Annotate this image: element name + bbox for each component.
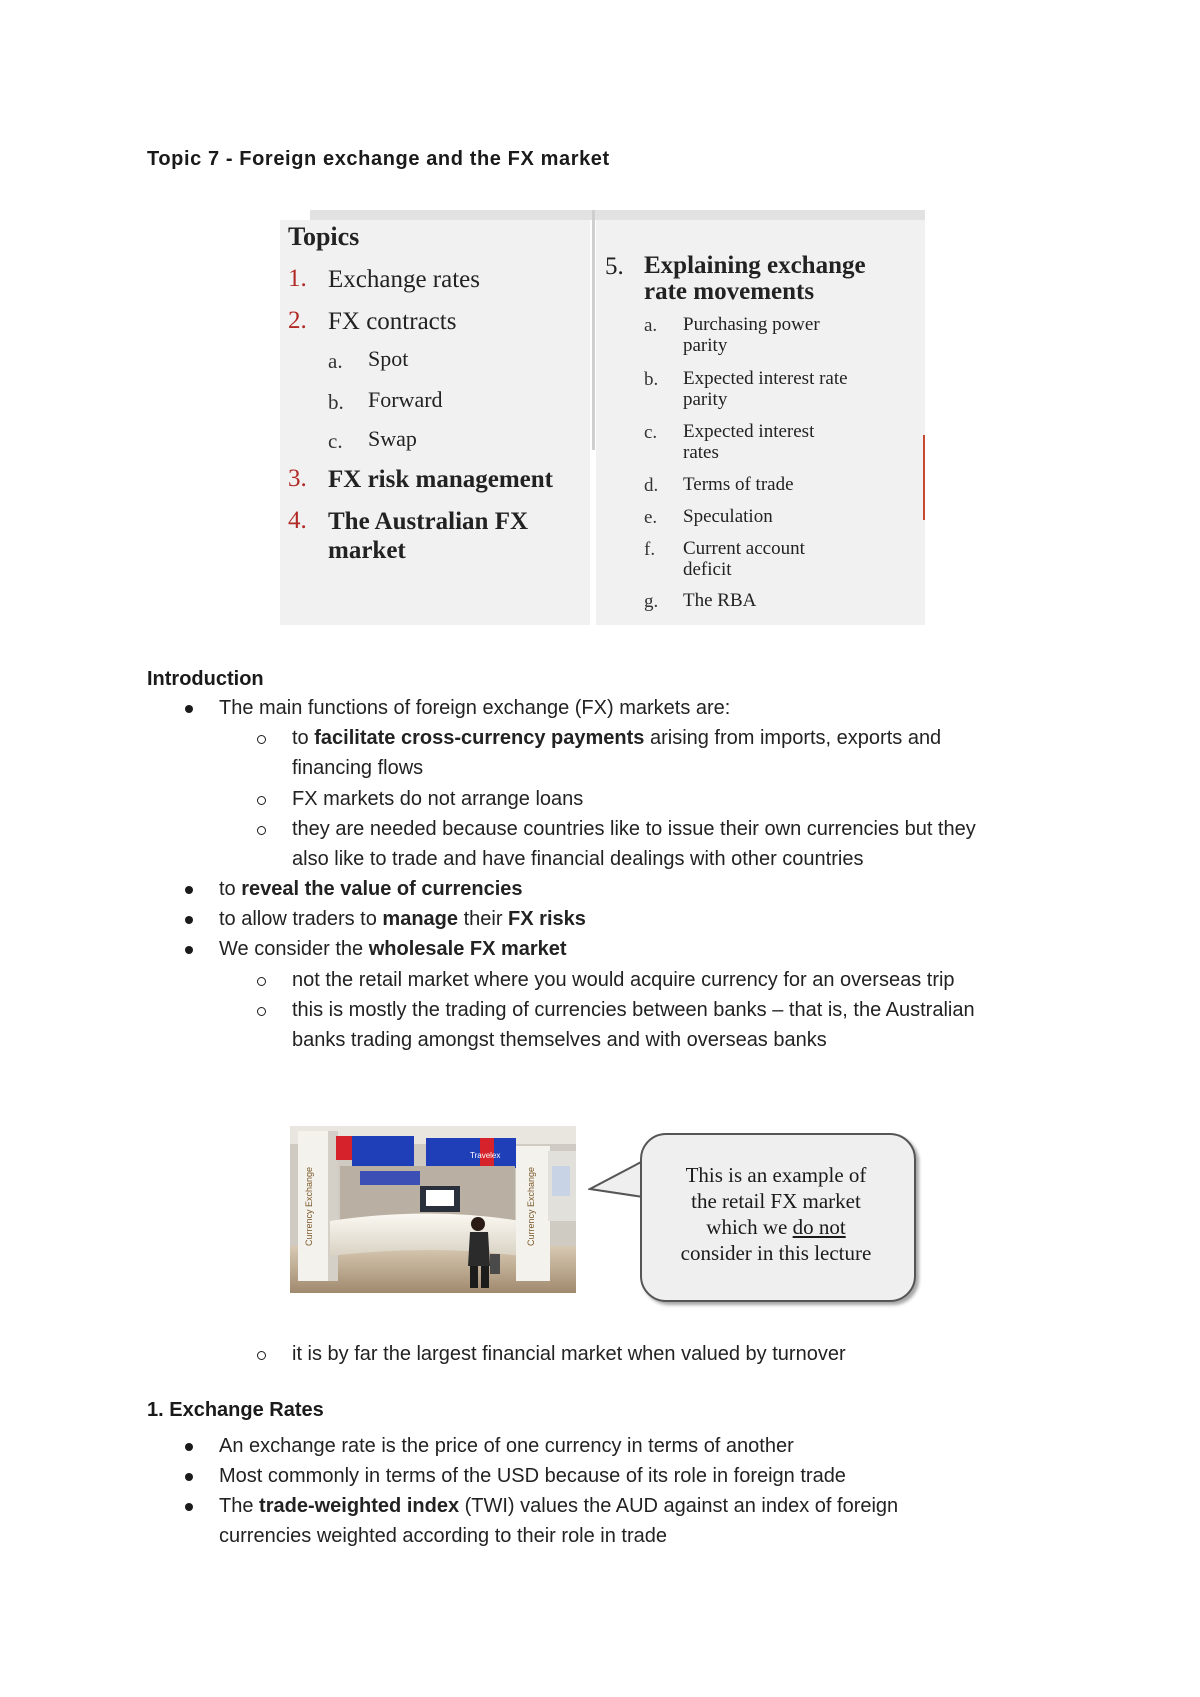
subtopic-item: The RBA <box>683 590 757 611</box>
photo-illustration <box>290 1126 576 1293</box>
bold-text: reveal the value of currencies <box>241 878 523 900</box>
bold-text: wholesale FX market <box>368 938 567 960</box>
subtopic-letter: c. <box>644 422 658 443</box>
text-span: to <box>219 878 242 900</box>
slide-red-edge <box>923 435 925 520</box>
subtopic-letter: e. <box>644 507 658 528</box>
subtopic-item: Purchasing power <box>683 314 820 335</box>
slide-divider <box>592 210 595 450</box>
text-span: We consider the <box>219 938 369 960</box>
photo-sign-text: Currency Exchange <box>526 1166 536 1246</box>
subtopic-letter: f. <box>644 539 656 560</box>
topic-item: FX risk management <box>328 466 553 493</box>
subtopic-letter: a. <box>328 349 343 373</box>
topic-number: 4. <box>288 507 307 534</box>
bullet-icon <box>185 1443 193 1451</box>
list-item: they are needed because countries like to issue their own currencies but they <box>292 818 976 840</box>
slide-heading: Topics <box>288 222 360 251</box>
subtopic-item: Spot <box>368 346 409 371</box>
callout-text <box>645 1162 907 1266</box>
sub-bullet-icon <box>257 826 266 835</box>
subtopic-item: Forward <box>368 387 443 412</box>
text-span: which we <box>706 1215 793 1239</box>
slide-top-strip <box>310 210 925 220</box>
list-item: An exchange rate is the price of one currency in terms of another <box>219 1435 794 1457</box>
subtopic-item: Expected interest <box>683 421 815 442</box>
list-item-continued: also like to trade and have financial dealings with other countries <box>292 848 864 870</box>
bullet-icon <box>185 916 193 924</box>
subtopic-item-continued: rates <box>683 442 719 463</box>
bullet-icon <box>185 1503 193 1511</box>
text-span: (TWI) values the AUD against an index of foreign <box>459 1495 899 1517</box>
subtopic-item: Swap <box>368 426 417 451</box>
callout-line <box>645 1214 907 1240</box>
subtopic-item: Expected interest rate <box>683 368 848 389</box>
list-item-continued: currencies weighted according to their role in trade <box>219 1525 668 1547</box>
list-item: FX markets do not arrange loans <box>292 788 584 810</box>
page-title: Topic 7 - Foreign exchange and the FX market <box>147 148 610 170</box>
sub-bullet-icon <box>257 735 266 744</box>
list-item <box>219 1491 898 1521</box>
sub-bullet-icon <box>257 796 266 805</box>
bullet-icon <box>185 886 193 894</box>
list-item <box>219 934 567 964</box>
text-span: arising from imports, exports and <box>644 727 942 749</box>
introduction-heading: Introduction <box>147 668 264 690</box>
bullet-icon <box>185 705 193 713</box>
list-item <box>219 874 523 904</box>
list-item: it is by far the largest financial market when valued by turnover <box>292 1343 846 1365</box>
list-item-continued: banks trading amongst themselves and with overseas banks <box>292 1029 827 1051</box>
exchange-rates-heading: 1. Exchange Rates <box>147 1399 324 1421</box>
subtopic-item-continued: parity <box>683 335 728 356</box>
topics-slide <box>280 210 925 625</box>
list-item <box>219 904 586 934</box>
subtopic-item: Terms of trade <box>683 474 794 495</box>
text-span: their <box>458 908 509 930</box>
photo-sign-text: Currency Exchange <box>304 1166 314 1246</box>
topic-item: Exchange rates <box>328 266 481 293</box>
text-span: to <box>292 727 315 749</box>
sub-bullet-icon <box>257 1007 266 1016</box>
subtopic-letter: c. <box>328 429 343 453</box>
list-item: Most commonly in terms of the USD because of its role in foreign trade <box>219 1465 846 1487</box>
subtopic-item-continued: deficit <box>683 559 732 580</box>
bold-text: trade-weighted index <box>259 1495 460 1517</box>
callout-line: consider in this lecture <box>680 1241 872 1265</box>
subtopic-item-continued: parity <box>683 389 728 410</box>
subtopic-letter: g. <box>644 591 659 612</box>
subtopic-item: Current account <box>683 538 805 559</box>
topic-item: Explaining exchange <box>644 252 866 279</box>
topic-number: 5. <box>605 253 624 280</box>
bold-text: facilitate cross-currency payments <box>314 727 645 749</box>
subtopic-letter: d. <box>644 475 659 496</box>
sub-bullet-icon <box>257 977 266 986</box>
list-item-continued: financing flows <box>292 757 424 779</box>
subtopic-letter: b. <box>644 369 659 390</box>
list-item: not the retail market where you would acquire currency for an overseas trip <box>292 969 955 991</box>
list-item <box>292 723 941 753</box>
text-span: to allow traders to <box>219 908 383 930</box>
topic-item: FX contracts <box>328 308 457 335</box>
subtopic-item: Speculation <box>683 506 773 527</box>
subtopic-letter: b. <box>328 390 344 414</box>
bullet-icon <box>185 1473 193 1481</box>
topic-item-continued: rate movements <box>644 278 815 305</box>
topic-item: The Australian FX <box>328 508 529 535</box>
callout-line: This is an example of <box>685 1163 867 1187</box>
subtopic-letter: a. <box>644 315 658 336</box>
bold-text: manage <box>382 908 459 930</box>
topic-number: 1. <box>288 265 307 292</box>
topic-item-continued: market <box>328 537 406 564</box>
bold-text: FX risks <box>508 908 586 930</box>
topic-number: 2. <box>288 307 307 334</box>
list-item: The main functions of foreign exchange (FX) markets are: <box>219 697 731 719</box>
sub-bullet-icon <box>257 1351 266 1360</box>
callout-line: the retail FX market <box>691 1189 861 1213</box>
underlined-text: do not <box>792 1215 846 1239</box>
topic-number: 3. <box>288 465 307 492</box>
list-item: this is mostly the trading of currencies between banks – that is, the Australian <box>292 999 975 1021</box>
photo-brand-text: Travelex <box>470 1151 501 1160</box>
currency-exchange-photo <box>290 1126 576 1293</box>
text-span: The <box>219 1495 260 1517</box>
bullet-icon <box>185 946 193 954</box>
